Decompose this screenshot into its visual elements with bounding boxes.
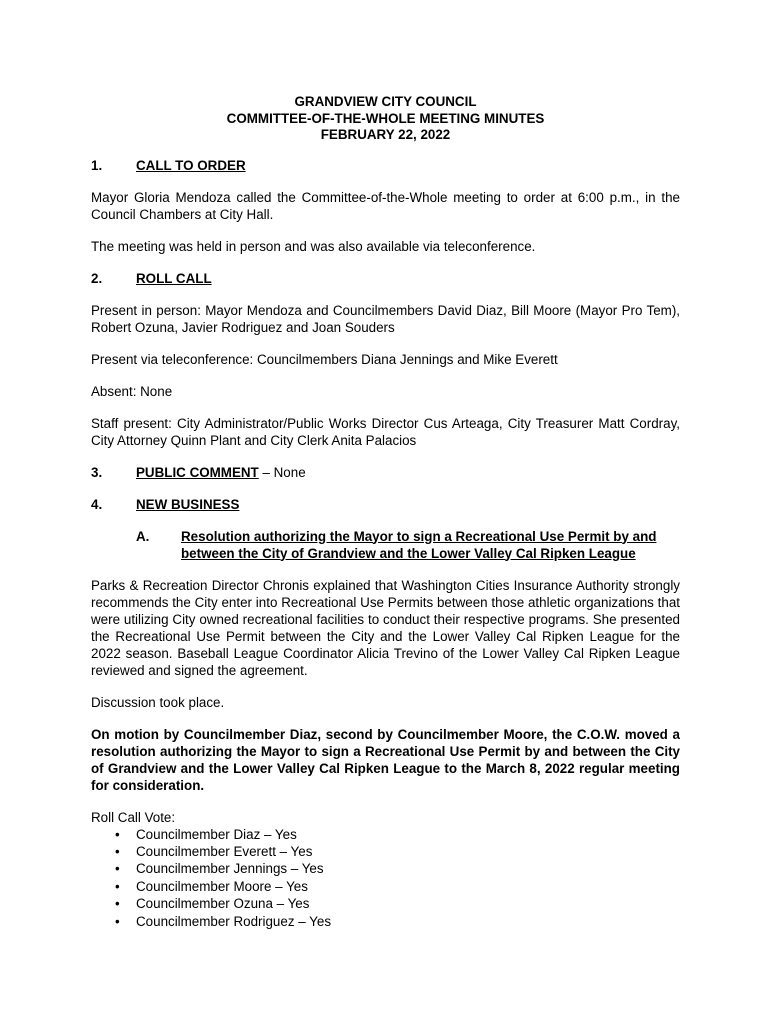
section-title: CALL TO ORDER — [136, 157, 246, 173]
document-header — [91, 94, 680, 144]
item-a-explanation: Parks & Recreation Director Chronis explained that Washington Cities Insurance Authority strongly recommends the City enter into Recreational Use Permits between those athletic organizations that were utilizing City owned recreational facilities to conduct their respective programs. She presented the Recreational Use Permit between the City and the Lower Valley Cal Ripken League for the 2022 season. Baseball League Coordinator Alicia Trevino of the Lower Valley Cal Ripken League reviewed and signed the agreement. — [91, 577, 680, 678]
item-a-motion: On motion by Councilmember Diaz, second by Councilmember Moore, the C.O.W. moved a resolution authorizing the Mayor to sign a Recreational Use Permit by and between the City of Grandview and the Lower Valley Cal Ripken League to the March 8, 2022 regular meeting for consideration. — [91, 726, 680, 793]
bullet-icon: • — [115, 843, 120, 859]
section-number: 1. — [91, 157, 103, 173]
new-business-item-a — [136, 528, 680, 562]
roll-call-vote-title: Roll Call Vote: — [91, 809, 176, 825]
present-teleconference-text: Present via teleconference: Councilmembers Diana Jennings and Mike Everett — [91, 351, 558, 367]
section-number: 3. — [91, 464, 103, 480]
document-page — [91, 94, 680, 930]
section-number: 4. — [91, 496, 103, 512]
section-number: 2. — [91, 270, 103, 286]
vote-item: • Councilmember Rodriguez – Yes — [115, 913, 332, 929]
section-title: PUBLIC COMMENT — [136, 464, 259, 480]
vote-item: • Councilmember Jennings – Yes — [115, 861, 324, 877]
absent-text: Absent: None — [91, 383, 173, 399]
vote-item: • Councilmember Everett – Yes — [115, 843, 313, 859]
header-council-name: GRANDVIEW CITY COUNCIL — [294, 94, 477, 109]
bullet-icon: • — [115, 913, 120, 929]
section-new-business — [91, 496, 680, 513]
vote-item: • Councilmember Ozuna – Yes — [115, 896, 310, 912]
bullet-icon: • — [115, 861, 120, 877]
section-roll-call — [91, 270, 680, 287]
call-to-order-text: Mayor Gloria Mendoza called the Committee-of-the-Whole meeting to order at 6:00 p.m., in the Council Chambers at City Hall. — [91, 189, 680, 222]
bullet-icon: • — [115, 896, 120, 912]
public-comment-result: – None — [258, 464, 306, 480]
staff-present-text: Staff present: City Administrator/Public Works Director Cus Arteaga, City Treasurer Matt Cordray, City Attorney Quinn Plant and City Clerk Anita Palacios — [91, 415, 680, 448]
header-meeting-date: FEBRUARY 22, 2022 — [320, 127, 451, 142]
vote-item: • Councilmember Moore – Yes — [115, 878, 308, 894]
roll-call-vote-list — [91, 826, 680, 930]
vote-item: • Councilmember Diaz – Yes — [115, 826, 297, 842]
item-title: Resolution authorizing the Mayor to sign a Recreational Use Permit by and between the City of Grandview and the Lower Valley Cal Ripken League — [181, 528, 657, 561]
section-call-to-order — [91, 157, 680, 174]
bullet-icon: • — [115, 878, 120, 894]
item-a-discussion: Discussion took place. — [91, 694, 225, 710]
section-public-comment — [91, 464, 680, 481]
item-letter: A. — [136, 528, 150, 544]
header-meeting-type: COMMITTEE-OF-THE-WHOLE MEETING MINUTES — [226, 110, 545, 126]
present-in-person-text: Present in person: Mayor Mendoza and Councilmembers David Diaz, Bill Moore (Mayor Pro Tem), Robert Ozuna, Javier Rodriguez and Joan Souders — [91, 302, 680, 335]
teleconference-note: The meeting was held in person and was also available via teleconference. — [91, 238, 536, 254]
section-title: ROLL CALL — [136, 270, 212, 286]
bullet-icon: • — [115, 826, 120, 842]
section-title: NEW BUSINESS — [136, 496, 240, 512]
